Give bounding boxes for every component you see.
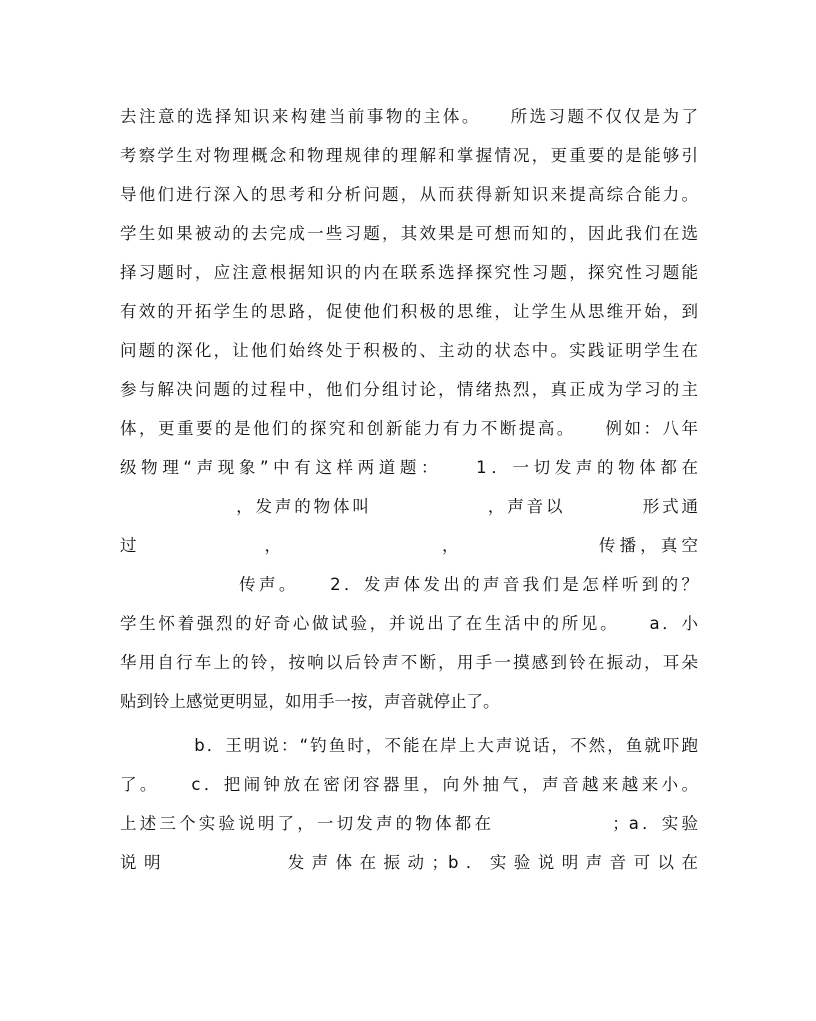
text-line-12: 过 ， ， 传播，真空	[120, 536, 698, 555]
text-line-11: ，发声的物体叫 ，声音以 形式通	[120, 497, 698, 516]
text-line-6: 有效的开拓学生的思路，促使他们积极的思维，让学生从思维开始，到	[120, 302, 698, 321]
text-line-1: 去注意的选择知识来构建当前事物的主体。 所选习题不仅仅是为了	[120, 107, 698, 126]
text-line-5: 择习题时，应注意根据知识的内在联系选择探究性习题，探究性习题能	[120, 263, 698, 282]
text-line-7: 问题的深化，让他们始终处于积极的、主动的状态中。实践证明学生在	[120, 341, 698, 360]
text-line-2: 考察学生对物理概念和物理规律的理解和掌握情况，更重要的是能够引	[120, 146, 698, 165]
text-line-18: 了。 c．把闹钟放在密闭容器里，向外抽气，声音越来越来小。	[120, 775, 698, 794]
text-line-19: 上述三个实验说明了，一切发声的物体都在 ；a．实验	[120, 814, 698, 833]
text-line-4: 学生如果被动的去完成一些习题，其效果是可想而知的，因此我们在选	[120, 224, 698, 243]
text-line-20: 说明 发声体在振动；b．实验说明声音可以在	[120, 853, 698, 872]
text-line-10: 级物理“声现象”中有这样两道题： 1．一切发声的物体都在	[120, 458, 698, 477]
text-line-16: 贴到铃上感觉更明显，如用手一按，声音就停止了。	[120, 692, 500, 711]
text-line-14: 学生怀着强烈的好奇心做试验，并说出了在生活中的所见。 a．小	[120, 614, 698, 633]
text-line-15: 华用自行车上的铃，按响以后铃声不断，用手一摸感到铃在振动，耳朵	[120, 653, 698, 672]
text-line-9: 体，更重要的是他们的探究和创新能力有力不断提高。 例如：八年	[120, 419, 698, 438]
text-line-13: 传声。 2．发声体发出的声音我们是怎样听到的？	[120, 575, 698, 594]
text-line-17: b．王明说：“钓鱼时，不能在岸上大声说话，不然，鱼就吓跑	[120, 736, 698, 755]
text-line-8: 参与解决问题的过程中，他们分组讨论，情绪热烈，真正成为学习的主	[120, 380, 698, 399]
text-line-3: 导他们进行深入的思考和分析问题，从而获得新知识来提高综合能力。	[120, 185, 698, 204]
